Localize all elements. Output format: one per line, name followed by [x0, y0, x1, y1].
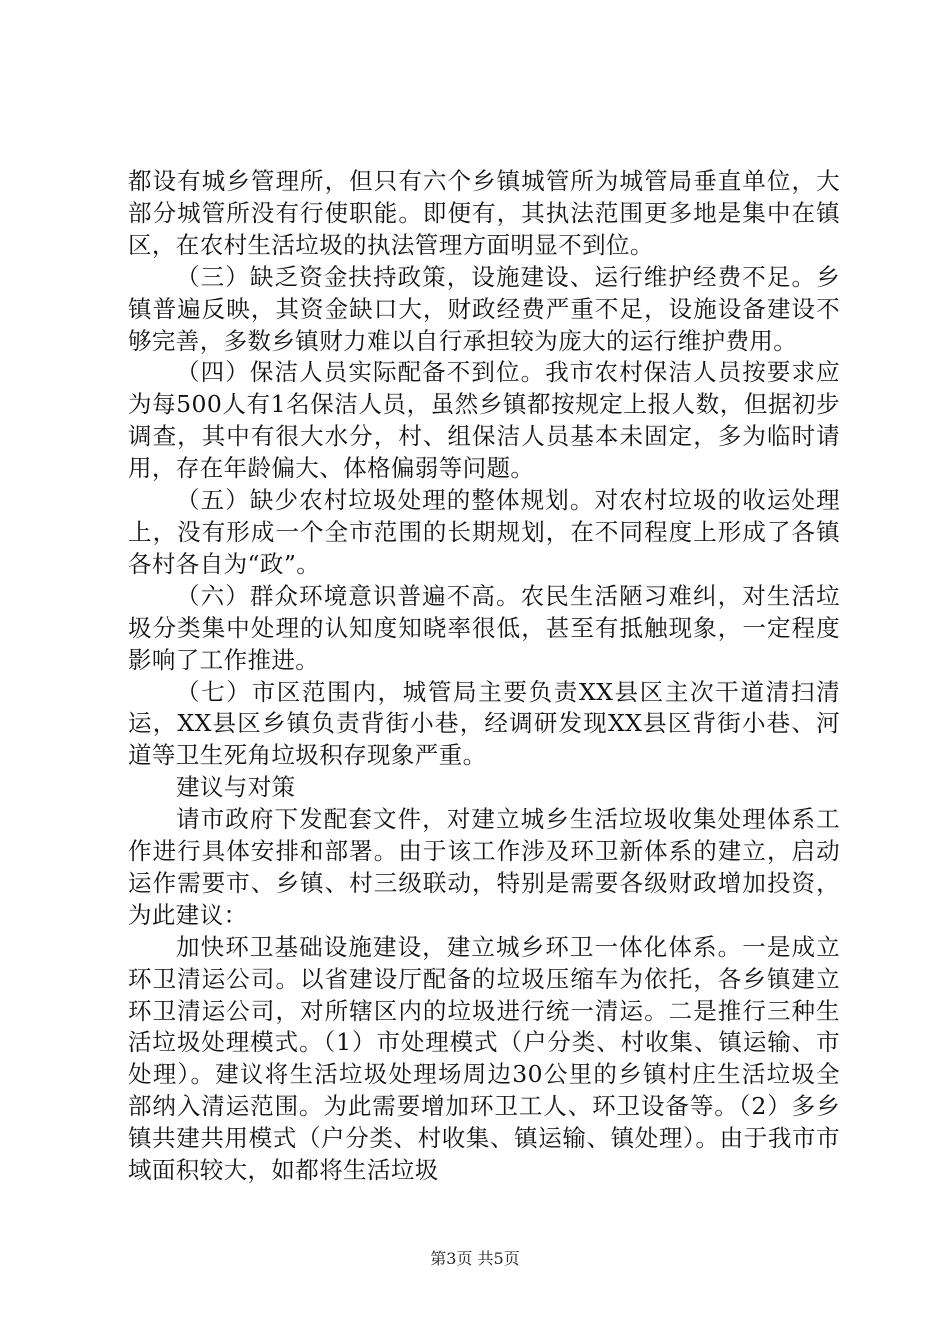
paragraph-suggestion-intro: 请市政府下发配套文件，对建立城乡生活垃圾收集处理体系工作进行具体安排和部署。由于该工作涉及环卫新体系的建立，启动运作需要市、乡镇、村三级联动，特别是需要各级财政增加投资，为此建议：	[128, 805, 840, 929]
paragraph-suggestion-infrastructure: 加快环卫基础设施建设，建立城乡环卫一体化体系。一是成立环卫清运公司。以省建设厅配备的垃圾压缩车为依托，各乡镇建立环卫清运公司，对所辖区内的垃圾进行统一清运。二是推行三种生活垃圾处理模式。（1）市处理模式（户分类、村收集、镇运输、市处理）。建议将生活垃圾处理场周边30公里的乡镇村庄生活垃圾全部纳入清运范围。为此需要增加环卫工人、环卫设备等。（2）多乡镇共建共用模式（户分类、村收集、镇运输、镇处理）。由于我市市域面积较大，如都将生活垃圾	[128, 932, 840, 1185]
paragraph-section-3: （三）缺乏资金扶持政策，设施建设、运行维护经费不足。乡镇普遍反映，其资金缺口大，财政经费严重不足，设施设备建设不够完善，多数乡镇财力难以自行承担较为庞大的运行维护费用。	[128, 262, 840, 355]
document-body	[128, 166, 840, 1187]
paragraph-section-4: （四）保洁人员实际配备不到位。我市农村保洁人员按要求应为每500人有1名保洁人员，虽然乡镇都按规定上报人数，但据初步调查，其中有很大水分，村、组保洁人员基本未固定，多为临时请用，存在年龄偏大、体格偏弱等问题。	[128, 358, 840, 483]
section-heading-suggestions: 建议与对策	[176, 773, 296, 802]
page-number-footer: 第3页 共5页	[430, 1249, 520, 1268]
paragraph-section-7: （七）市区范围内，城管局主要负责XX县区主次干道清扫清运，XX县区乡镇负责背街小巷，经调研发现XX县区背街小巷、河道等卫生死角垃圾积存现象严重。	[128, 677, 840, 770]
paragraph-section-5: （五）缺少农村垃圾处理的整体规划。对农村垃圾的收运处理上，没有形成一个全市范围的长期规划，在不同程度上形成了各镇各村各自为“政”。	[128, 486, 840, 578]
paragraph-continuation: 都设有城乡管理所，但只有六个乡镇城管所为城管局垂直单位，大部分城管所没有行使职能。即便有，其执法范围更多地是集中在镇区，在农村生活垃圾的执法管理方面明显不到位。	[128, 167, 840, 259]
paragraph-section-6: （六）群众环境意识普遍不高。农民生活陋习难纠，对生活垃圾分类集中处理的认知度知晓率很低，甚至有抵触现象，一定程度影响了工作推进。	[128, 581, 840, 674]
